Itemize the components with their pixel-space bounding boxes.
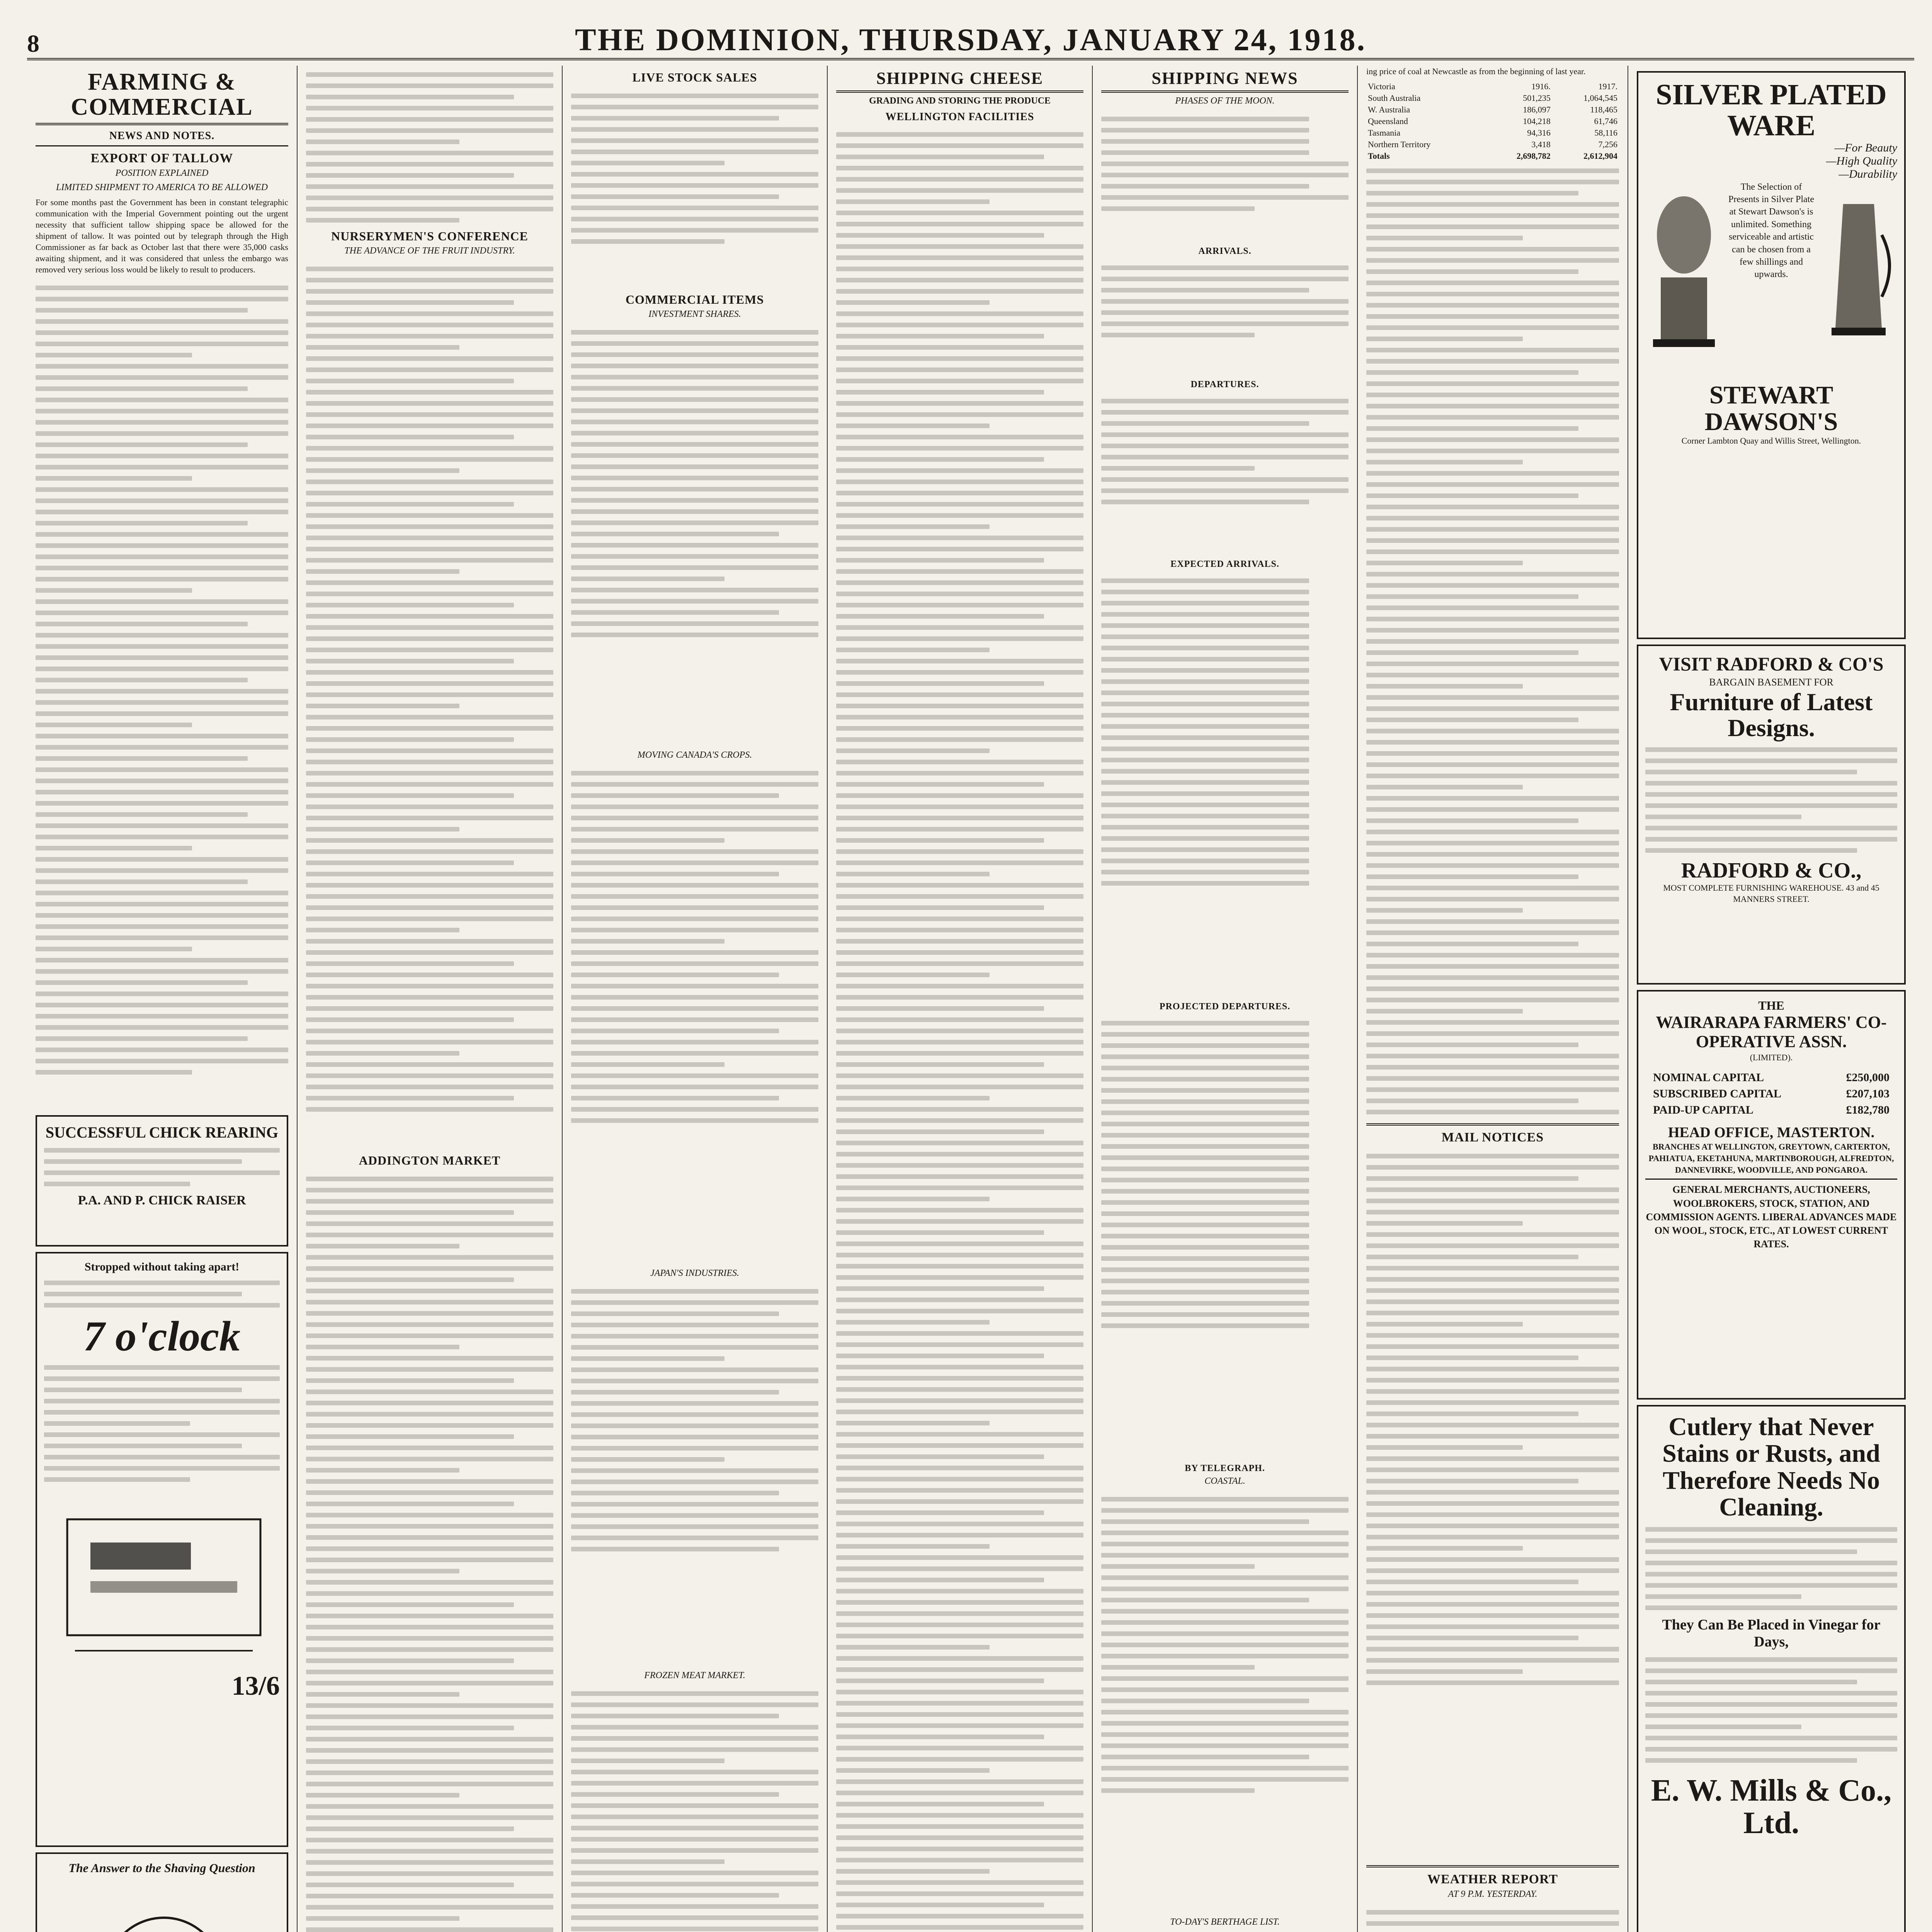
seven-oclock-stove-ad bbox=[36, 1252, 288, 1847]
japan-industries-heading: JAPAN'S INDUSTRIES. bbox=[650, 1268, 739, 1278]
wellington-facilities-heading: WELLINGTON FACILITIES bbox=[885, 111, 1034, 123]
razor-illustration-icon bbox=[44, 1488, 284, 1670]
mail-notices-list bbox=[1366, 1147, 1619, 1862]
radford-address: MOST COMPLETE FURNISHING WAREHOUSE. 43 and 45 MANNERS STREET. bbox=[1663, 883, 1879, 904]
mail-notices-heading: MAIL NOTICES bbox=[1441, 1130, 1544, 1145]
stewart-dawson-ad bbox=[1637, 71, 1906, 639]
ew-mills-name: E. W. Mills & Co., Ltd. bbox=[1651, 1773, 1892, 1840]
capital-row bbox=[1653, 1070, 1889, 1086]
wairarapa-the: THE bbox=[1758, 998, 1784, 1012]
tallow-article-body: For some months past the Government has been in constant telegraphic communication with the Imperial Government pointing out the urgent necessity that sufficient tallow shipping space be allowed for the shipment of tallow. It was pointed out by telegraph through the High Commissioner as far back as October last that there were 35,000 casks awaiting shipment, and it was considered that unless the embargo was removed very serious loss would be likely to result to producers. bbox=[36, 197, 288, 275]
coal-table-row bbox=[1366, 127, 1619, 139]
arrivals-heading: ARRIVALS. bbox=[1198, 246, 1252, 257]
expected-arrivals-heading: EXPECTED ARRIVALS. bbox=[1170, 559, 1279, 570]
moon-phases-heading: PHASES OF THE MOON. bbox=[1175, 96, 1275, 106]
coal-table-value: 501,235 bbox=[1523, 93, 1551, 103]
evermore-razor-ad bbox=[36, 1852, 288, 1932]
hot-water-jug-icon bbox=[1820, 181, 1897, 366]
coal-table-row bbox=[1366, 81, 1619, 92]
column-7-advertisements bbox=[1628, 66, 1914, 1932]
ew-mills-cutlery-ad bbox=[1637, 1405, 1906, 1932]
moon-tide-table bbox=[1101, 110, 1349, 242]
tallow-subhead-1: POSITION EXPLAINED bbox=[115, 168, 209, 179]
coal-table-value: 2,612,904 bbox=[1583, 151, 1617, 161]
tallow-heading: EXPORT OF TALLOW bbox=[90, 151, 233, 166]
capital-table bbox=[1653, 1070, 1889, 1118]
coal-table-value: 7,256 bbox=[1598, 139, 1617, 150]
radford-co-ad bbox=[1637, 645, 1906, 985]
weather-report-subhead: AT 9 P.M. YESTERDAY. bbox=[1448, 1889, 1537, 1900]
radford-store-name: RADFORD & CO., bbox=[1681, 858, 1862, 883]
coal-table-value: 1,064,545 bbox=[1583, 93, 1617, 103]
page-number: 8 bbox=[27, 30, 39, 57]
column-4 bbox=[828, 66, 1093, 1932]
canada-crops-article bbox=[571, 764, 818, 1267]
canada-crops-heading: MOVING CANADA'S CROPS. bbox=[637, 750, 752, 760]
expected-arrivals-list bbox=[1101, 572, 1349, 997]
capital-amount: £250,000 bbox=[1846, 1071, 1889, 1084]
column-5 bbox=[1093, 66, 1358, 1932]
vinegar-claim: They Can Be Placed in Vinegar for Days, bbox=[1662, 1617, 1881, 1650]
coal-table-row bbox=[1366, 104, 1619, 116]
coal-table-value: 3,418 bbox=[1531, 139, 1551, 150]
capital-label: PAID-UP CAPITAL bbox=[1653, 1103, 1753, 1116]
frozen-meat-report bbox=[571, 1685, 818, 1932]
departures-list bbox=[1101, 392, 1349, 554]
radford-headline: VISIT RADFORD & CO'S bbox=[1659, 653, 1884, 675]
coal-table-value: 61,746 bbox=[1594, 116, 1617, 126]
news-and-notes-label: NEWS AND NOTES. bbox=[109, 130, 215, 142]
stewart-dawson-name: STEWART DAWSON'S bbox=[1704, 381, 1838, 436]
japan-industries-article bbox=[571, 1282, 818, 1669]
shipping-news-title: SHIPPING NEWS bbox=[1151, 69, 1298, 88]
coal-intro-text: ing price of coal at Newcastle as from the beginning of last year. bbox=[1366, 66, 1586, 76]
coal-table-state: South Australia bbox=[1368, 93, 1421, 103]
projected-departures-heading: PROJECTED DEPARTURES. bbox=[1159, 1002, 1291, 1012]
radford-subhead: BARGAIN BASEMENT FOR bbox=[1709, 676, 1833, 688]
arrivals-list bbox=[1101, 259, 1349, 375]
coal-table-row bbox=[1366, 92, 1619, 104]
evermore-heading: The Answer to the Shaving Question bbox=[68, 1861, 255, 1875]
todays-berthage-heading: TO-DAY'S BERTHAGE LIST. bbox=[1170, 1917, 1280, 1927]
column-1 bbox=[27, 66, 298, 1932]
coal-table-value: 58,116 bbox=[1594, 128, 1617, 138]
coal-table-row bbox=[1366, 150, 1619, 162]
weather-report-list bbox=[1366, 1903, 1619, 1932]
by-telegraph-heading: BY TELEGRAPH. bbox=[1185, 1463, 1265, 1474]
chick-raiser-ad bbox=[36, 1115, 288, 1247]
nurserymen-article bbox=[306, 260, 553, 1149]
coal-table-state: Northern Territory bbox=[1368, 139, 1431, 150]
masthead-title: THE DOMINION, THURSDAY, JANUARY 24, 1918. bbox=[575, 22, 1367, 57]
coal-table-value: 2,698,782 bbox=[1516, 151, 1551, 161]
coal-table-value: 186,097 bbox=[1523, 105, 1551, 115]
coal-table-state: Tasmania bbox=[1368, 128, 1400, 138]
coal-table-value: 1916. bbox=[1531, 82, 1551, 92]
capital-label: NOMINAL CAPITAL bbox=[1653, 1071, 1764, 1084]
coastal-shipping-list bbox=[1101, 1490, 1349, 1915]
coal-table-row bbox=[1366, 116, 1619, 127]
head-office-masterton: HEAD OFFICE, MASTERTON. bbox=[1668, 1124, 1875, 1141]
stove-price: 13/6 bbox=[231, 1671, 280, 1701]
tagline-durability: —Durability bbox=[1838, 167, 1897, 180]
addington-market-report bbox=[306, 1170, 553, 1932]
capital-row bbox=[1653, 1086, 1889, 1102]
stove-ad-heading: Stropped without taking apart! bbox=[84, 1260, 240, 1274]
coal-table-state: Queensland bbox=[1368, 116, 1408, 126]
farming-commercial-title: FARMING & COMMERCIAL bbox=[71, 69, 253, 121]
wairarapa-branches: BRANCHES AT WELLINGTON, GREYTOWN, CARTERTON, PAHIATUA, EKETAHUNA, MARTINBOROUGH, ALFREDTON, DANNEVIRKE, WOODVILLE, AND PONGAROA. bbox=[1648, 1142, 1894, 1175]
weather-report-heading: WEATHER REPORT bbox=[1427, 1872, 1558, 1887]
stewart-dawson-address: Corner Lambton Quay and Willis Street, Wellington. bbox=[1681, 436, 1861, 446]
radford-furniture-headline: Furniture of Latest Designs. bbox=[1670, 688, 1873, 742]
wairarapa-services: GENERAL MERCHANTS, AUCTIONEERS, WOOLBROKERS, STOCK, STATION, AND COMMISSION AGENTS. LIBERAL ADVANCES MADE ON WOOL, STOCK, ETC., AT LOWEST CURRENT RATES. bbox=[1646, 1184, 1897, 1250]
coastal-heading: COASTAL. bbox=[1204, 1476, 1245, 1486]
capital-row bbox=[1653, 1102, 1889, 1118]
silver-plated-ware-headline: SILVER PLATED WARE bbox=[1656, 78, 1887, 142]
departures-heading: DEPARTURES. bbox=[1190, 379, 1259, 390]
shipping-cheese-article bbox=[836, 126, 1083, 1932]
tallow-article-continued bbox=[36, 279, 288, 1110]
capital-label: SUBSCRIBED CAPITAL bbox=[1653, 1087, 1782, 1100]
projected-departures-list bbox=[1101, 1014, 1349, 1459]
column-2 bbox=[298, 66, 563, 1932]
coal-export-table bbox=[1366, 81, 1619, 162]
coal-table-value: 94,316 bbox=[1527, 128, 1551, 138]
chick-raiser-title: P.A. AND P. CHICK RAISER bbox=[78, 1193, 246, 1208]
silver-plate-body: The Selection of Presents in Silver Plate at Stewart Dawson's is unlimited. Something serviceable and artistic can be chosen from a few shillings and upwards. bbox=[1728, 182, 1814, 280]
wairarapa-farmers-ad bbox=[1637, 990, 1906, 1400]
nurserymen-subhead: THE ADVANCE OF THE FRUIT INDUSTRY. bbox=[344, 246, 515, 256]
wairarapa-name: WAIRARAPA FARMERS' CO-OPERATIVE ASSN. bbox=[1656, 1012, 1887, 1051]
live-stock-report bbox=[571, 87, 818, 288]
coal-table-row bbox=[1366, 139, 1619, 150]
wairarapa-limited: (LIMITED). bbox=[1750, 1052, 1793, 1062]
seven-oclock-logo: 7 o'clock bbox=[83, 1312, 241, 1360]
coal-table-value: 1917. bbox=[1598, 82, 1617, 92]
tallow-subhead-2: LIMITED SHIPMENT TO AMERICA TO BE ALLOWED bbox=[56, 182, 268, 193]
capital-amount: £182,780 bbox=[1846, 1103, 1889, 1116]
shipping-cheese-subhead: GRADING AND STORING THE PRODUCE bbox=[869, 96, 1051, 106]
capital-amount: £207,103 bbox=[1846, 1087, 1889, 1100]
coal-table-value: 104,218 bbox=[1523, 116, 1551, 126]
column-6 bbox=[1358, 66, 1628, 1932]
commercial-items-heading: COMMERCIAL ITEMS bbox=[625, 293, 764, 306]
coal-table-state: Totals bbox=[1368, 151, 1390, 161]
chick-rearing-heading: SUCCESSFUL CHICK REARING bbox=[45, 1124, 279, 1141]
tagline-quality: —High Quality bbox=[1826, 154, 1897, 167]
shipping-cheese-title: SHIPPING CHEESE bbox=[876, 69, 1044, 88]
tagline-beauty: —For Beauty bbox=[1834, 141, 1897, 154]
egg-cooker-icon bbox=[1645, 181, 1723, 366]
investment-shares-heading: INVESTMENT SHARES. bbox=[648, 309, 741, 319]
coal-table-state: Victoria bbox=[1368, 82, 1395, 92]
masthead bbox=[27, 23, 1914, 60]
live-stock-sales-heading: LIVE STOCK SALES bbox=[632, 70, 757, 84]
column-3 bbox=[563, 66, 828, 1932]
coal-table-value: 118,465 bbox=[1590, 105, 1617, 115]
coal-table-state: W. Australia bbox=[1368, 105, 1410, 115]
cutlery-headline: Cutlery that Never Stains or Rusts, and Therefore Needs No Cleaning. bbox=[1662, 1413, 1880, 1521]
shipping-notes bbox=[1366, 162, 1619, 1120]
frozen-meat-heading: FROZEN MEAT MARKET. bbox=[644, 1670, 745, 1680]
nurserymen-heading: NURSERYMEN'S CONFERENCE bbox=[331, 229, 528, 243]
razor-strop-illustration-icon bbox=[44, 1875, 284, 1932]
investment-shares-table bbox=[571, 323, 818, 748]
addington-market-heading: ADDINGTON MARKET bbox=[359, 1153, 501, 1167]
